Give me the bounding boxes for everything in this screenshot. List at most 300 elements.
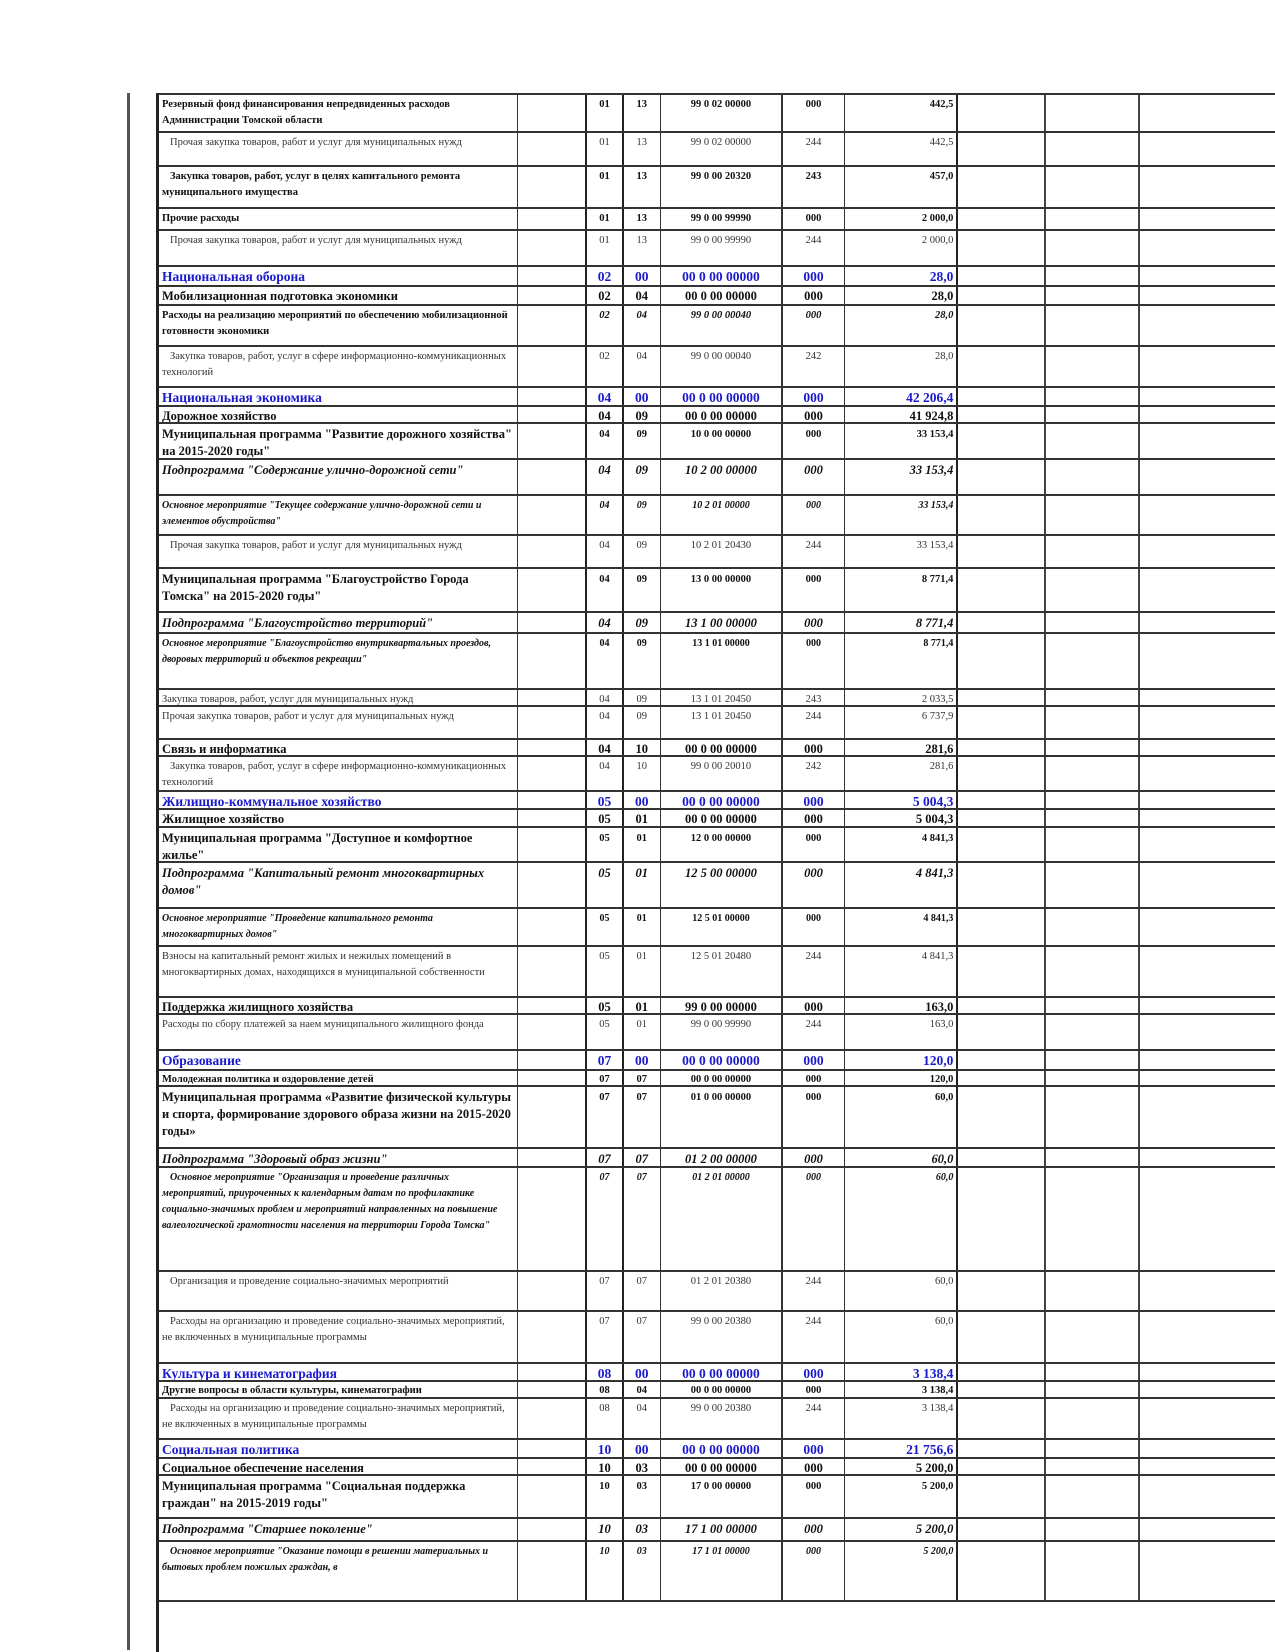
cell-sum: 21 756,6 xyxy=(845,1440,959,1457)
cell-vr: 243 xyxy=(783,690,845,705)
cell-vr: 000 xyxy=(783,407,845,422)
cell-sum: 33 153,4 xyxy=(845,536,959,567)
cell-e3 xyxy=(1140,792,1275,808)
cell-e2 xyxy=(1046,306,1140,345)
cell-pr: 04 xyxy=(624,1382,661,1397)
cell-csr: 00 0 00 00000 xyxy=(661,267,783,285)
cell-e3 xyxy=(1140,828,1275,861)
cell-pr: 13 xyxy=(624,133,661,165)
cell-vr: 000 xyxy=(783,267,845,285)
cell-vr: 000 xyxy=(783,1168,845,1270)
cell-e3 xyxy=(1140,1312,1275,1362)
cell-sum: 60,0 xyxy=(845,1168,959,1270)
cell-e1 xyxy=(958,909,1046,945)
cell-sum: 281,6 xyxy=(845,757,959,790)
cell-sum: 2 000,0 xyxy=(845,231,959,265)
cell-vr: 244 xyxy=(783,133,845,165)
table-row xyxy=(159,740,1275,757)
table-row xyxy=(159,1015,1275,1051)
cell-csr: 99 0 00 99990 xyxy=(661,209,783,229)
cell-e1 xyxy=(958,133,1046,165)
cell-vr: 000 xyxy=(783,496,845,534)
cell-e3 xyxy=(1140,1440,1275,1457)
cell-vr: 000 xyxy=(783,1476,845,1517)
cell-csr: 99 0 00 00000 xyxy=(661,998,783,1013)
cell-csr: 13 1 00 00000 xyxy=(661,613,783,632)
cell-name: Муниципальная программа "Благоустройство Города Томска" на 2015-2020 годы" xyxy=(159,569,518,611)
table-row xyxy=(159,1312,1275,1364)
cell-pr: 01 xyxy=(624,1015,661,1049)
cell-sum: 442,5 xyxy=(845,133,959,165)
cell-sum: 33 153,4 xyxy=(845,496,959,534)
cell-name: Прочая закупка товаров, работ и услуг для муниципальных нужд xyxy=(159,536,518,567)
cell-sum: 8 771,4 xyxy=(845,613,959,632)
table-row xyxy=(159,306,1275,347)
cell-blank xyxy=(518,133,587,165)
cell-e2 xyxy=(1046,231,1140,265)
cell-sum: 5 200,0 xyxy=(845,1519,959,1540)
cell-pr: 09 xyxy=(624,460,661,494)
table-row xyxy=(159,613,1275,634)
cell-e3 xyxy=(1140,306,1275,345)
cell-csr: 00 0 00 00000 xyxy=(661,792,783,808)
cell-name: Прочая закупка товаров, работ и услуг для муниципальных нужд xyxy=(159,133,518,165)
cell-pr: 01 xyxy=(624,810,661,826)
cell-rz: 02 xyxy=(587,347,624,386)
cell-pr: 09 xyxy=(624,569,661,611)
table-row xyxy=(159,1399,1275,1440)
table-row xyxy=(159,947,1275,998)
cell-e2 xyxy=(1046,209,1140,229)
table-row xyxy=(159,1087,1275,1149)
cell-vr: 000 xyxy=(783,209,845,229)
cell-rz: 01 xyxy=(587,167,624,207)
cell-pr: 09 xyxy=(624,613,661,632)
table-row xyxy=(159,1051,1275,1071)
cell-sum: 4 841,3 xyxy=(845,863,959,907)
cell-rz: 07 xyxy=(587,1312,624,1362)
cell-name: Молодежная политика и оздоровление детей xyxy=(159,1071,518,1085)
cell-csr: 17 1 00 00000 xyxy=(661,1519,783,1540)
cell-e2 xyxy=(1046,287,1140,304)
cell-sum: 281,6 xyxy=(845,740,959,755)
cell-blank xyxy=(518,1459,587,1474)
cell-csr: 99 0 00 00040 xyxy=(661,347,783,386)
cell-blank xyxy=(518,1399,587,1438)
cell-e1 xyxy=(958,1272,1046,1310)
cell-blank xyxy=(518,1168,587,1270)
cell-e3 xyxy=(1140,1071,1275,1085)
cell-e1 xyxy=(958,1519,1046,1540)
table-row xyxy=(159,1459,1275,1476)
cell-pr: 13 xyxy=(624,95,661,131)
cell-sum: 42 206,4 xyxy=(845,388,959,405)
cell-sum: 5 004,3 xyxy=(845,810,959,826)
cell-pr: 01 xyxy=(624,947,661,996)
cell-pr: 09 xyxy=(624,690,661,705)
cell-vr: 000 xyxy=(783,1542,845,1600)
cell-rz: 04 xyxy=(587,757,624,790)
cell-blank xyxy=(518,792,587,808)
cell-vr: 000 xyxy=(783,740,845,755)
cell-e1 xyxy=(958,810,1046,826)
cell-pr: 04 xyxy=(624,287,661,304)
cell-name: Прочие расходы xyxy=(159,209,518,229)
cell-name: Организация и проведение социально-значимых мероприятий xyxy=(159,1272,518,1310)
cell-name: Закупка товаров, работ, услуг для муниципальных нужд xyxy=(159,690,518,705)
cell-vr: 000 xyxy=(783,287,845,304)
cell-e1 xyxy=(958,1542,1046,1600)
cell-name: Подпрограмма "Здоровый образ жизни" xyxy=(159,1149,518,1166)
cell-blank xyxy=(518,388,587,405)
cell-pr: 09 xyxy=(624,536,661,567)
cell-name: Прочая закупка товаров, работ и услуг для муниципальных нужд xyxy=(159,231,518,265)
cell-blank xyxy=(518,1071,587,1085)
cell-e1 xyxy=(958,1440,1046,1457)
cell-blank xyxy=(518,231,587,265)
cell-blank xyxy=(518,998,587,1013)
cell-vr: 000 xyxy=(783,998,845,1013)
cell-pr: 09 xyxy=(624,496,661,534)
cell-e3 xyxy=(1140,909,1275,945)
cell-blank xyxy=(518,1272,587,1310)
table-row xyxy=(159,863,1275,909)
cell-blank xyxy=(518,496,587,534)
cell-name: Связь и информатика xyxy=(159,740,518,755)
cell-e1 xyxy=(958,424,1046,458)
cell-csr: 99 0 00 99990 xyxy=(661,1015,783,1049)
cell-rz: 07 xyxy=(587,1272,624,1310)
cell-e3 xyxy=(1140,133,1275,165)
cell-csr: 01 2 01 00000 xyxy=(661,1168,783,1270)
cell-csr: 99 0 00 20010 xyxy=(661,757,783,790)
cell-sum: 3 138,4 xyxy=(845,1399,959,1438)
cell-e3 xyxy=(1140,1476,1275,1517)
cell-e3 xyxy=(1140,634,1275,688)
cell-name: Жилищно-коммунальное хозяйство xyxy=(159,792,518,808)
cell-rz: 02 xyxy=(587,287,624,304)
cell-rz: 02 xyxy=(587,267,624,285)
cell-csr: 17 1 01 00000 xyxy=(661,1542,783,1600)
cell-pr: 01 xyxy=(624,828,661,861)
cell-name: Закупка товаров, работ, услуг в целях капитального ремонта муниципального имущества xyxy=(159,167,518,207)
cell-rz: 07 xyxy=(587,1168,624,1270)
cell-rz: 10 xyxy=(587,1459,624,1474)
cell-vr: 244 xyxy=(783,1015,845,1049)
cell-csr: 10 0 00 00000 xyxy=(661,424,783,458)
cell-name: Образование xyxy=(159,1051,518,1069)
cell-vr: 000 xyxy=(783,1087,845,1147)
cell-e1 xyxy=(958,460,1046,494)
cell-sum: 4 841,3 xyxy=(845,947,959,996)
cell-e2 xyxy=(1046,133,1140,165)
cell-e2 xyxy=(1046,569,1140,611)
cell-blank xyxy=(518,460,587,494)
cell-blank xyxy=(518,1382,587,1397)
cell-e1 xyxy=(958,306,1046,345)
cell-e2 xyxy=(1046,757,1140,790)
cell-vr: 000 xyxy=(783,424,845,458)
cell-blank xyxy=(518,407,587,422)
cell-name: Подпрограмма "Капитальный ремонт многоквартирных домов" xyxy=(159,863,518,907)
cell-blank xyxy=(518,757,587,790)
cell-e2 xyxy=(1046,1149,1140,1166)
cell-sum: 163,0 xyxy=(845,1015,959,1049)
cell-e2 xyxy=(1046,707,1140,738)
cell-sum: 5 200,0 xyxy=(845,1476,959,1517)
cell-e2 xyxy=(1046,828,1140,861)
cell-e3 xyxy=(1140,424,1275,458)
cell-sum: 60,0 xyxy=(845,1149,959,1166)
cell-e2 xyxy=(1046,810,1140,826)
table-row xyxy=(159,460,1275,496)
cell-sum: 5 004,3 xyxy=(845,792,959,808)
cell-name: Подпрограмма "Старшее поколение" xyxy=(159,1519,518,1540)
cell-rz: 10 xyxy=(587,1476,624,1517)
cell-sum: 120,0 xyxy=(845,1051,959,1069)
cell-pr: 07 xyxy=(624,1168,661,1270)
cell-e1 xyxy=(958,287,1046,304)
cell-name: Взносы на капитальный ремонт жилых и нежилых помещений в многоквартирных домах, находящихся в муниципальной собственности xyxy=(159,947,518,996)
cell-rz: 08 xyxy=(587,1382,624,1397)
cell-blank xyxy=(518,287,587,304)
cell-e3 xyxy=(1140,267,1275,285)
cell-pr: 07 xyxy=(624,1087,661,1147)
cell-e1 xyxy=(958,1149,1046,1166)
cell-name: Муниципальная программа "Доступное и комфортное жилье" xyxy=(159,828,518,861)
cell-vr: 000 xyxy=(783,1071,845,1085)
cell-csr: 12 5 01 00000 xyxy=(661,909,783,945)
table-row xyxy=(159,1272,1275,1312)
cell-sum: 28,0 xyxy=(845,267,959,285)
cell-pr: 07 xyxy=(624,1071,661,1085)
cell-csr: 12 0 00 00000 xyxy=(661,828,783,861)
cell-blank xyxy=(518,167,587,207)
cell-csr: 13 1 01 00000 xyxy=(661,634,783,688)
cell-rz: 04 xyxy=(587,496,624,534)
cell-name: Закупка товаров, работ, услуг в сфере информационно-коммуникационных технологий xyxy=(159,757,518,790)
cell-sum: 5 200,0 xyxy=(845,1542,959,1600)
cell-e1 xyxy=(958,998,1046,1013)
cell-e3 xyxy=(1140,1542,1275,1600)
table-row xyxy=(159,828,1275,863)
cell-blank xyxy=(518,1364,587,1380)
cell-e2 xyxy=(1046,1440,1140,1457)
table-row xyxy=(159,1476,1275,1519)
cell-csr: 00 0 00 00000 xyxy=(661,740,783,755)
cell-e1 xyxy=(958,740,1046,755)
cell-vr: 244 xyxy=(783,231,845,265)
cell-e2 xyxy=(1046,1071,1140,1085)
cell-rz: 08 xyxy=(587,1399,624,1438)
cell-e2 xyxy=(1046,613,1140,632)
cell-e2 xyxy=(1046,1312,1140,1362)
cell-blank xyxy=(518,1519,587,1540)
cell-blank xyxy=(518,1476,587,1517)
cell-pr: 03 xyxy=(624,1476,661,1517)
table-row xyxy=(159,707,1275,740)
cell-e1 xyxy=(958,1071,1046,1085)
cell-e2 xyxy=(1046,267,1140,285)
cell-e2 xyxy=(1046,1476,1140,1517)
cell-csr: 00 0 00 00000 xyxy=(661,1364,783,1380)
cell-e1 xyxy=(958,267,1046,285)
cell-e1 xyxy=(958,388,1046,405)
cell-pr: 09 xyxy=(624,424,661,458)
cell-pr: 00 xyxy=(624,1364,661,1380)
cell-vr: 000 xyxy=(783,1459,845,1474)
cell-rz: 05 xyxy=(587,909,624,945)
cell-e3 xyxy=(1140,407,1275,422)
cell-rz: 10 xyxy=(587,1542,624,1600)
cell-blank xyxy=(518,1312,587,1362)
cell-pr: 13 xyxy=(624,231,661,265)
cell-rz: 10 xyxy=(587,1440,624,1457)
cell-pr: 07 xyxy=(624,1312,661,1362)
cell-vr: 244 xyxy=(783,947,845,996)
cell-name: Муниципальная программа «Развитие физической культуры и спорта, формирование здорового образа жизни на 2015-2020 годы» xyxy=(159,1087,518,1147)
cell-pr: 03 xyxy=(624,1459,661,1474)
cell-e2 xyxy=(1046,460,1140,494)
cell-vr: 244 xyxy=(783,1312,845,1362)
cell-name: Жилищное хозяйство xyxy=(159,810,518,826)
cell-e3 xyxy=(1140,757,1275,790)
cell-e3 xyxy=(1140,810,1275,826)
cell-blank xyxy=(518,1440,587,1457)
cell-rz: 05 xyxy=(587,810,624,826)
cell-pr: 00 xyxy=(624,1440,661,1457)
cell-csr: 99 0 00 99990 xyxy=(661,231,783,265)
cell-sum: 2 033,5 xyxy=(845,690,959,705)
cell-vr: 244 xyxy=(783,707,845,738)
cell-csr: 10 2 01 20430 xyxy=(661,536,783,567)
cell-rz: 04 xyxy=(587,690,624,705)
cell-e1 xyxy=(958,536,1046,567)
cell-rz: 01 xyxy=(587,231,624,265)
cell-blank xyxy=(518,863,587,907)
cell-csr: 13 0 00 00000 xyxy=(661,569,783,611)
cell-name: Другие вопросы в области культуры, кинематографии xyxy=(159,1382,518,1397)
cell-sum: 60,0 xyxy=(845,1087,959,1147)
cell-e3 xyxy=(1140,167,1275,207)
cell-e3 xyxy=(1140,569,1275,611)
cell-sum: 33 153,4 xyxy=(845,424,959,458)
cell-rz: 05 xyxy=(587,863,624,907)
cell-rz: 10 xyxy=(587,1519,624,1540)
cell-e3 xyxy=(1140,1519,1275,1540)
cell-pr: 01 xyxy=(624,909,661,945)
cell-name: Подпрограмма "Содержание улично-дорожной сети" xyxy=(159,460,518,494)
cell-e2 xyxy=(1046,347,1140,386)
cell-rz: 04 xyxy=(587,407,624,422)
cell-sum: 163,0 xyxy=(845,998,959,1013)
cell-sum: 28,0 xyxy=(845,306,959,345)
cell-vr: 000 xyxy=(783,863,845,907)
cell-rz: 05 xyxy=(587,828,624,861)
cell-rz: 07 xyxy=(587,1087,624,1147)
cell-e3 xyxy=(1140,1015,1275,1049)
table-row xyxy=(159,231,1275,267)
cell-e1 xyxy=(958,1015,1046,1049)
cell-sum: 8 771,4 xyxy=(845,569,959,611)
cell-e1 xyxy=(958,1459,1046,1474)
table-row xyxy=(159,757,1275,792)
cell-e2 xyxy=(1046,1382,1140,1397)
budget-table xyxy=(156,93,1275,1652)
cell-blank xyxy=(518,828,587,861)
cell-name: Муниципальная программа "Развитие дорожного хозяйства" на 2015-2020 годы" xyxy=(159,424,518,458)
table-row xyxy=(159,424,1275,460)
cell-e3 xyxy=(1140,707,1275,738)
table-row xyxy=(159,347,1275,388)
cell-name: Основное мероприятие "Благоустройство внутриквартальных проездов, дворовых территорий и объектов рекреации" xyxy=(159,634,518,688)
table-row xyxy=(159,634,1275,690)
cell-blank xyxy=(518,740,587,755)
cell-vr: 000 xyxy=(783,460,845,494)
cell-e2 xyxy=(1046,388,1140,405)
cell-csr: 00 0 00 00000 xyxy=(661,388,783,405)
cell-csr: 00 0 00 00000 xyxy=(661,810,783,826)
cell-blank xyxy=(518,209,587,229)
cell-vr: 000 xyxy=(783,95,845,131)
cell-rz: 05 xyxy=(587,947,624,996)
table-row xyxy=(159,133,1275,167)
cell-blank xyxy=(518,267,587,285)
cell-e1 xyxy=(958,347,1046,386)
table-row xyxy=(159,1382,1275,1399)
cell-name: Расходы по сбору платежей за наем муниципального жилищного фонда xyxy=(159,1015,518,1049)
cell-e3 xyxy=(1140,690,1275,705)
cell-pr: 10 xyxy=(624,740,661,755)
cell-csr: 10 2 01 00000 xyxy=(661,496,783,534)
cell-blank xyxy=(518,347,587,386)
cell-pr: 13 xyxy=(624,209,661,229)
cell-name: Прочая закупка товаров, работ и услуг для муниципальных нужд xyxy=(159,707,518,738)
cell-name: Основное мероприятие "Проведение капитального ремонта многоквартирных домов" xyxy=(159,909,518,945)
cell-blank xyxy=(518,634,587,688)
cell-rz: 02 xyxy=(587,306,624,345)
cell-e3 xyxy=(1140,863,1275,907)
cell-e1 xyxy=(958,167,1046,207)
cell-name: Поддержка жилищного хозяйства xyxy=(159,998,518,1013)
cell-vr: 000 xyxy=(783,792,845,808)
cell-e1 xyxy=(958,1382,1046,1397)
cell-rz: 05 xyxy=(587,792,624,808)
cell-e2 xyxy=(1046,424,1140,458)
table-row xyxy=(159,287,1275,306)
cell-rz: 04 xyxy=(587,460,624,494)
cell-e1 xyxy=(958,707,1046,738)
table-row xyxy=(159,810,1275,828)
cell-name: Муниципальная программа "Социальная поддержка граждан" на 2015-2019 годы" xyxy=(159,1476,518,1517)
cell-pr: 09 xyxy=(624,634,661,688)
cell-csr: 00 0 00 00000 xyxy=(661,407,783,422)
cell-pr: 07 xyxy=(624,1149,661,1166)
cell-e3 xyxy=(1140,536,1275,567)
cell-blank xyxy=(518,569,587,611)
cell-name: Закупка товаров, работ, услуг в сфере информационно-коммуникационных технологий xyxy=(159,347,518,386)
cell-pr: 04 xyxy=(624,347,661,386)
cell-blank xyxy=(518,1015,587,1049)
cell-e3 xyxy=(1140,1051,1275,1069)
cell-e3 xyxy=(1140,1364,1275,1380)
cell-rz: 07 xyxy=(587,1071,624,1085)
cell-e3 xyxy=(1140,209,1275,229)
cell-rz: 05 xyxy=(587,1015,624,1049)
table-row xyxy=(159,569,1275,613)
cell-csr: 17 0 00 00000 xyxy=(661,1476,783,1517)
cell-vr: 000 xyxy=(783,1364,845,1380)
